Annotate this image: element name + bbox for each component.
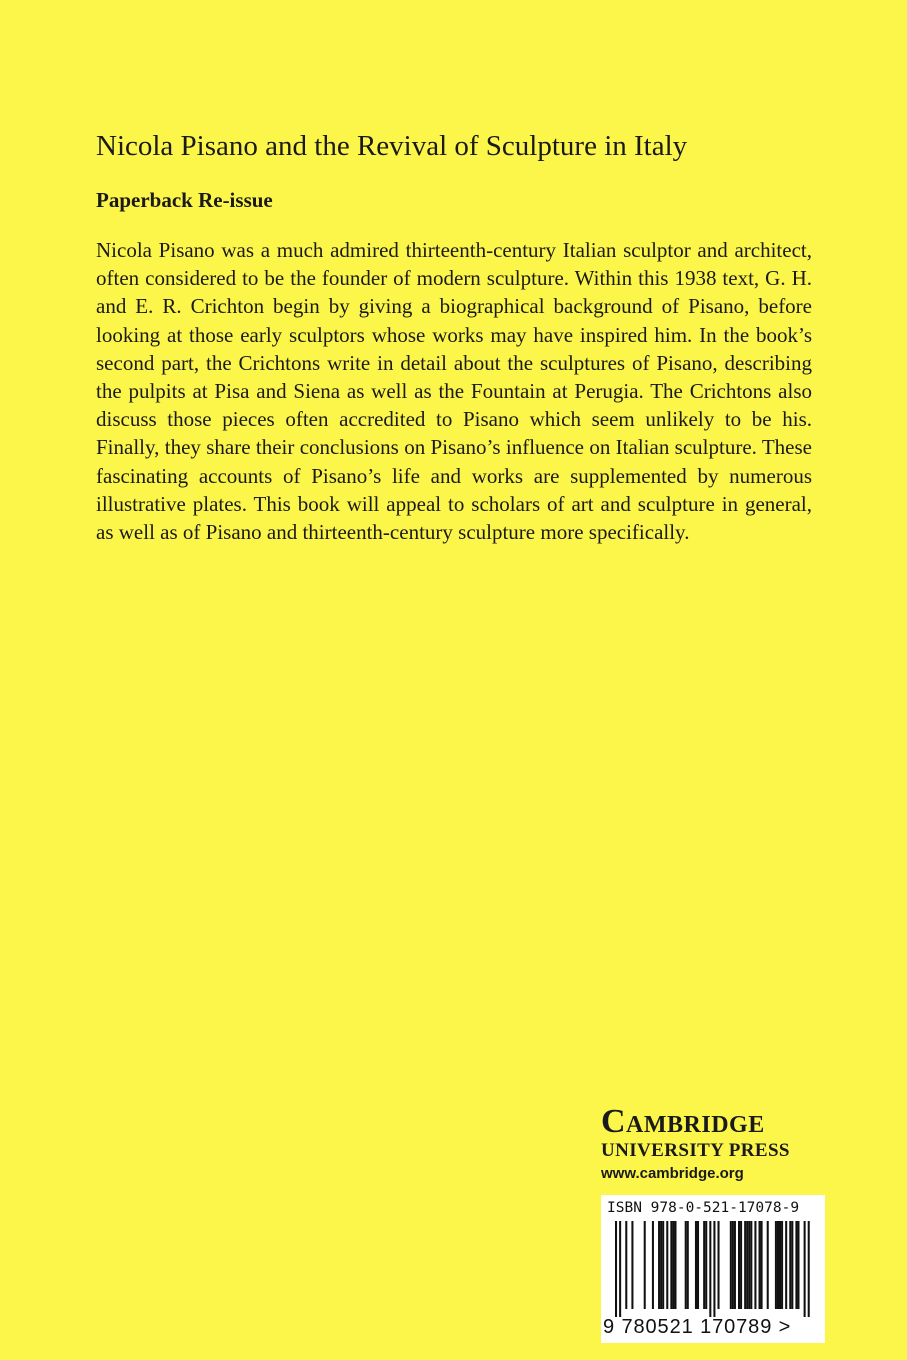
barcode-bar bbox=[619, 1221, 621, 1317]
barcode-bar bbox=[746, 1221, 748, 1309]
barcode-bar bbox=[781, 1221, 783, 1309]
barcode-bar bbox=[662, 1221, 664, 1309]
barcode-bar bbox=[718, 1221, 720, 1309]
barcode-bar bbox=[744, 1221, 746, 1309]
edition-label: Paperback Re-issue bbox=[96, 188, 273, 212]
barcode-bar bbox=[660, 1221, 662, 1309]
barcode-bar bbox=[748, 1221, 750, 1309]
barcode-bar bbox=[759, 1221, 761, 1309]
isbn-label: ISBN 978-0-521-17078-9 bbox=[607, 1200, 800, 1216]
barcode-bar bbox=[713, 1221, 715, 1317]
barcode-bar bbox=[730, 1221, 732, 1309]
barcode-bar bbox=[703, 1221, 705, 1309]
barcode-bar bbox=[767, 1221, 769, 1309]
barcode-panel bbox=[601, 1195, 825, 1343]
barcode-bar bbox=[740, 1221, 742, 1309]
barcode-bar bbox=[670, 1221, 672, 1309]
barcode-bar bbox=[615, 1221, 617, 1317]
barcode-bar bbox=[785, 1221, 787, 1309]
book-description: Nicola Pisano was a much admired thirteenth-century Italian sculptor and architect, often considered to be the founder of modern sculpture. Within this 1938 text, G. H. and E. R. Crichton begin by giving a biographical background of Pisano, before looking at those early sculptors whose works may have inspired him. In the book’s second part, the Crichtons write in detail about the sculptures of Pisano, describing the pulpits at Pisa and Siena as well as the Fountain at Perugia. The Crichtons also discuss those pieces often accredited to Pisano which seem unlikely to be his. Finally, they share their conclusions on Pisano’s influence on Italian sculpture. These fascinating accounts of Pisano’s life and works are supplemented by numerous illustrative plates. This book will appeal to scholars of art and sculpture in general, as well as of Pisano and thirteenth-century sculpture more specifically. bbox=[96, 238, 812, 545]
publisher-subname: UNIVERSITY PRESS bbox=[601, 1140, 790, 1161]
barcode-bar bbox=[644, 1221, 646, 1309]
barcode-bar bbox=[685, 1221, 687, 1309]
barcode-bar bbox=[797, 1221, 799, 1309]
barcode-bar bbox=[705, 1221, 707, 1309]
barcode-bar bbox=[795, 1221, 797, 1309]
barcode-bar bbox=[754, 1221, 756, 1309]
barcode-bar bbox=[672, 1221, 674, 1309]
barcode-bar bbox=[674, 1221, 676, 1309]
barcode-bar bbox=[625, 1221, 627, 1309]
barcode-bar bbox=[734, 1221, 736, 1309]
publisher-url: www.cambridge.org bbox=[601, 1165, 744, 1182]
barcode-bar bbox=[775, 1221, 777, 1309]
barcode-bars bbox=[601, 1221, 825, 1317]
barcode-bar bbox=[808, 1221, 810, 1317]
barcode-digits: 9 780521 170789 > bbox=[603, 1316, 792, 1338]
publisher-logo bbox=[601, 1104, 831, 1186]
barcode-bar bbox=[804, 1221, 806, 1317]
barcode-bar bbox=[695, 1221, 697, 1309]
barcode-bar bbox=[738, 1221, 740, 1309]
barcode-bar bbox=[789, 1221, 791, 1309]
barcode-bar bbox=[761, 1221, 763, 1309]
barcode-bar bbox=[750, 1221, 752, 1309]
barcode-bar bbox=[791, 1221, 793, 1309]
publisher-name: Cambridge bbox=[601, 1103, 765, 1140]
barcode-bar bbox=[709, 1221, 711, 1317]
barcode-bar bbox=[666, 1221, 668, 1309]
barcode-bar bbox=[658, 1221, 660, 1309]
barcode-bar bbox=[777, 1221, 779, 1309]
barcode-bar bbox=[779, 1221, 781, 1309]
barcode-bar bbox=[732, 1221, 734, 1309]
barcode-bar bbox=[687, 1221, 689, 1309]
barcode-bar bbox=[631, 1221, 633, 1309]
barcode-bar bbox=[697, 1221, 699, 1309]
book-title: Nicola Pisano and the Revival of Sculpture in Italy bbox=[96, 130, 688, 162]
barcode-bar bbox=[652, 1221, 654, 1309]
